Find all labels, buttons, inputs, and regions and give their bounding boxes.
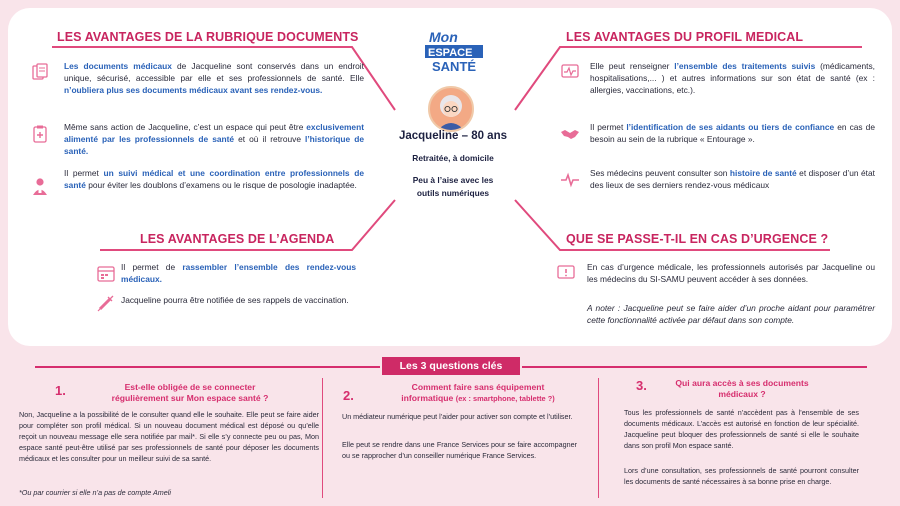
question-separator-2 xyxy=(598,378,599,498)
calendar-icon xyxy=(96,263,116,283)
clipboard-icon xyxy=(30,124,50,144)
persona-line-2: Peu à l’aise avec les xyxy=(412,175,494,185)
question-3-body-1: Tous les professionnels de santé n’accèdent pas à l’ensemble de ses documents médicaux. L’accès est autorisé en fonction de leur spécialité. Jacqueline peut bloquer des professionnels de santé si elle le souhaite dans son profil Mon espace santé. xyxy=(624,408,859,450)
logo-text-mon: Mon xyxy=(429,29,458,45)
question-3-title: Qui aura accès à ses documents médicaux ? xyxy=(675,378,809,400)
question-1-title: Est-elle obligée de se connecter régulièrement sur Mon espace santé ? xyxy=(111,382,269,404)
question-2-number: 2. xyxy=(343,388,354,403)
documents-paragraph-1: Les documents médicaux de Jacqueline sont conservés dans un endroit unique, sécurisé, accessible par elle et ses professionnels de santé. Elle n’oubliera plus ses documents médicaux avant ses rendez-vous. xyxy=(64,61,364,95)
profil-title: LES AVANTAGES DU PROFIL MEDICAL xyxy=(566,30,804,44)
question-2-title: Comment faire sans équipement informatique (ex : smartphone, tablette ?) xyxy=(401,382,555,404)
questions-divider-right xyxy=(522,366,867,368)
logo-text-espace: ESPACE xyxy=(428,47,473,59)
doctor-icon xyxy=(30,176,50,196)
profil-paragraph-2: Il permet l’identification de ses aidants ou tiers de confiance en cas de besoin au sein de la rubrique « Entourage ». xyxy=(590,122,875,144)
heartbeat-icon xyxy=(560,170,580,190)
agenda-paragraph-1: Il permet de rassembler l’ensemble des rendez-vous médicaux. xyxy=(121,262,356,284)
profil-paragraph-3: Ses médecins peuvent consulter son histoire de santé et disposer d’un état des lieux de ses derniers rendez-vous médicaux xyxy=(590,168,875,190)
documents-link-medical: Les documents médicaux xyxy=(64,61,172,71)
syringe-icon xyxy=(96,293,116,313)
urgence-paragraph-2: A noter : Jacqueline peut se faire aider d’un proche aidant pour paramétrer cette fonctionnalité activée par défaut dans son compte. xyxy=(587,303,875,325)
handshake-icon xyxy=(560,124,580,144)
documents-paragraph-3: Il permet un suivi médical et une coordination entre professionnels de santé pour éviter les doublons d’examens ou le risque de posologie inadaptée. xyxy=(64,168,364,190)
question-3-body-2: Lors d’une consultation, ses professionnels de santé pourront consulter les documents de santé nécessaires à sa bonne prise en charge. xyxy=(624,466,859,486)
agenda-paragraph-2: Jacqueline pourra être notifiée de ses rappels de vaccination. xyxy=(121,295,349,305)
documents-title: LES AVANTAGES DE LA RUBRIQUE DOCUMENTS xyxy=(57,30,359,44)
question-2-body-2: Elle peut se rendre dans une France Services pour se faire accompagner ou se rapprocher d’un conseiller numérique France Services. xyxy=(342,440,577,460)
agenda-title: LES AVANTAGES DE L’AGENDA xyxy=(140,232,335,246)
question-1-number: 1. xyxy=(55,383,66,398)
question-2-body-1: Un médiateur numérique peut l’aider pour activer son compte et l’utiliser. xyxy=(342,412,573,421)
questions-badge: Les 3 questions clés xyxy=(382,357,520,375)
question-separator-1 xyxy=(322,378,323,498)
questions-divider-left xyxy=(35,366,380,368)
profil-paragraph-1: Elle peut renseigner l’ensemble des traitements suivis (médicaments, hospitalisations,... ) et autres informations sur son état de santé (ex : allergies, vaccinations, etc.). xyxy=(590,61,876,95)
documents-icon xyxy=(30,62,50,82)
persona-name: Jacqueline – 80 ans xyxy=(398,130,508,142)
logo-text-sante: SANTÉ xyxy=(432,59,477,74)
documents-paragraph-2: Même sans action de Jacqueline, c’est un espace qui peut être exclusivement alimenté par les professionnels de santé et où il retrouve l’historique de santé. xyxy=(64,122,364,156)
question-1-body: Non, Jacqueline a la possibilité de le consulter quand elle le souhaite. Elle peut se faire aider pour compléter son profil médical. Si un nouveau document médical est déposé ou qu’elle reçoit un nouveau message elle sera notifiée par mail*. Si elle s’y connecte peu ou pas, Mon espace santé peut-être utilisé par ses professionnels de santé pour déposer les documents médicaux et les consulter pour un meilleur suivi de sa santé. xyxy=(19,410,319,463)
persona-line-3: outils numériques xyxy=(416,188,490,198)
question-1-note: *Ou par courrier si elle n’a pas de compte Ameli xyxy=(19,488,171,497)
urgence-title: QUE SE PASSE-T-IL EN CAS D’URGENCE ? xyxy=(566,232,829,246)
urgence-paragraph-1: En cas d’urgence médicale, les professionnels autorisés par Jacqueline ou les médecins du SI-SAMU peuvent accéder à ses données. xyxy=(587,262,875,284)
monitor-icon xyxy=(560,62,580,82)
alert-icon xyxy=(556,263,576,283)
question-3-number: 3. xyxy=(636,378,647,393)
persona-line-1: Retraitée, à domicile xyxy=(412,153,494,163)
